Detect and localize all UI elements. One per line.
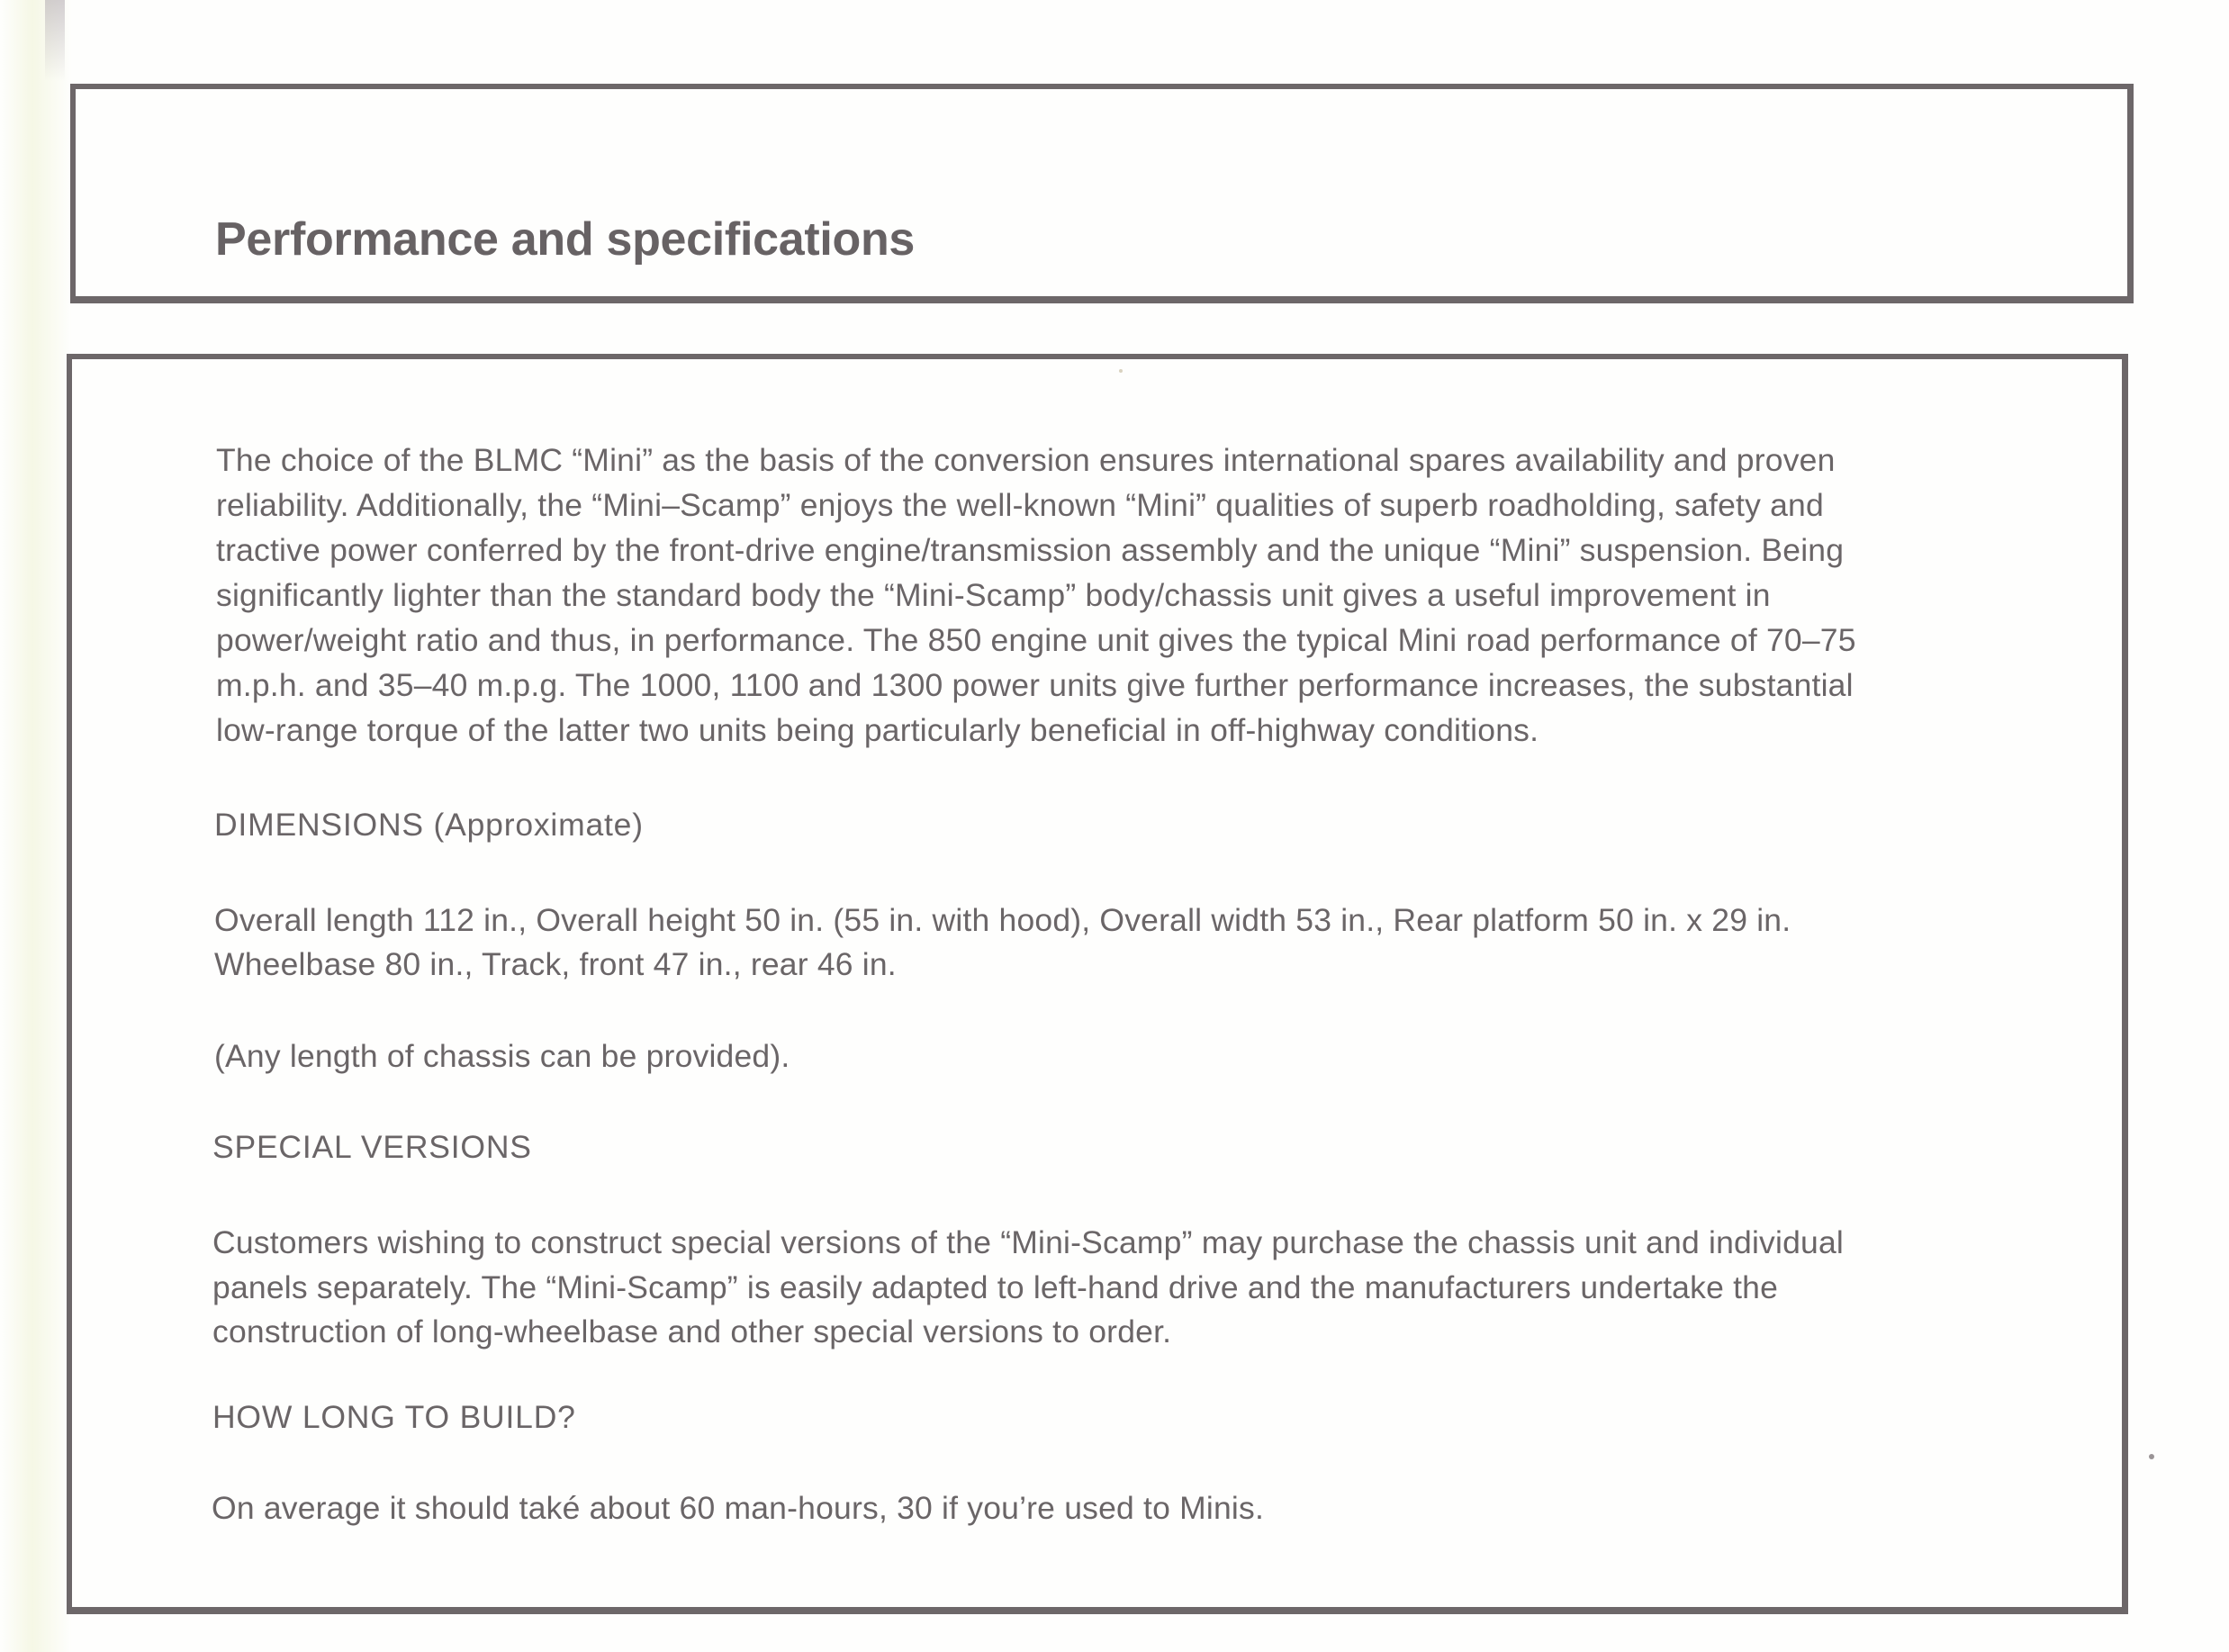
- intro-line: low-range torque of the latter two units being particularly beneficial in off-highway conditions.: [216, 712, 1539, 748]
- intro-line: The choice of the BLMC “Mini” as the basis of the conversion ensures international spares availability and proven: [216, 442, 1836, 478]
- dimensions-line: Wheelbase 80 in., Track, front 47 in., rear 46 in.: [214, 946, 897, 982]
- special-versions-line: Customers wishing to construct special versions of the “Mini-Scamp” may purchase the chassis unit and individual: [212, 1224, 1844, 1260]
- special-versions-line: panels separately. The “Mini-Scamp” is easily adapted to left-hand drive and the manufacturers undertake the: [212, 1269, 1779, 1305]
- dimensions-heading: DIMENSIONS (Approximate): [214, 807, 644, 843]
- scan-speck: [1119, 369, 1123, 373]
- intro-line: tractive power conferred by the front-drive engine/transmission assembly and the unique “Mini” suspension. Being: [216, 532, 1845, 568]
- page-edge-tint: [0, 0, 72, 1652]
- build-time-heading: HOW LONG TO BUILD?: [212, 1399, 576, 1435]
- intro-line: power/weight ratio and thus, in performance. The 850 engine unit gives the typical Mini road performance of 70–75: [216, 622, 1856, 658]
- special-versions-heading: SPECIAL VERSIONS: [212, 1129, 532, 1165]
- page-title: Performance and specifications: [215, 213, 916, 266]
- dimensions-note: (Any length of chassis can be provided).: [214, 1038, 790, 1074]
- page-edge-shadow: [45, 0, 65, 81]
- scan-speck: [2149, 1454, 2154, 1459]
- content-box: [67, 354, 2128, 1614]
- intro-line: m.p.h. and 35–40 m.p.g. The 1000, 1100 and 1300 power units give further performance increases, the substantial: [216, 667, 1854, 703]
- dimensions-line: Overall length 112 in., Overall height 50 in. (55 in. with hood), Overall width 53 in., Rear platform 50 in. x 29 in.: [214, 902, 1791, 938]
- build-time-text: On average it should také about 60 man-hours, 30 if you’re used to Minis.: [212, 1490, 1265, 1526]
- intro-line: significantly lighter than the standard body the “Mini-Scamp” body/chassis unit gives a useful improvement in: [216, 577, 1771, 613]
- special-versions-line: construction of long-wheelbase and other special versions to order.: [212, 1313, 1172, 1350]
- intro-line: reliability. Additionally, the “Mini–Scamp” enjoys the well-known “Mini” qualities of superb roadholding, safety and: [216, 487, 1824, 523]
- title-box: [70, 84, 2134, 303]
